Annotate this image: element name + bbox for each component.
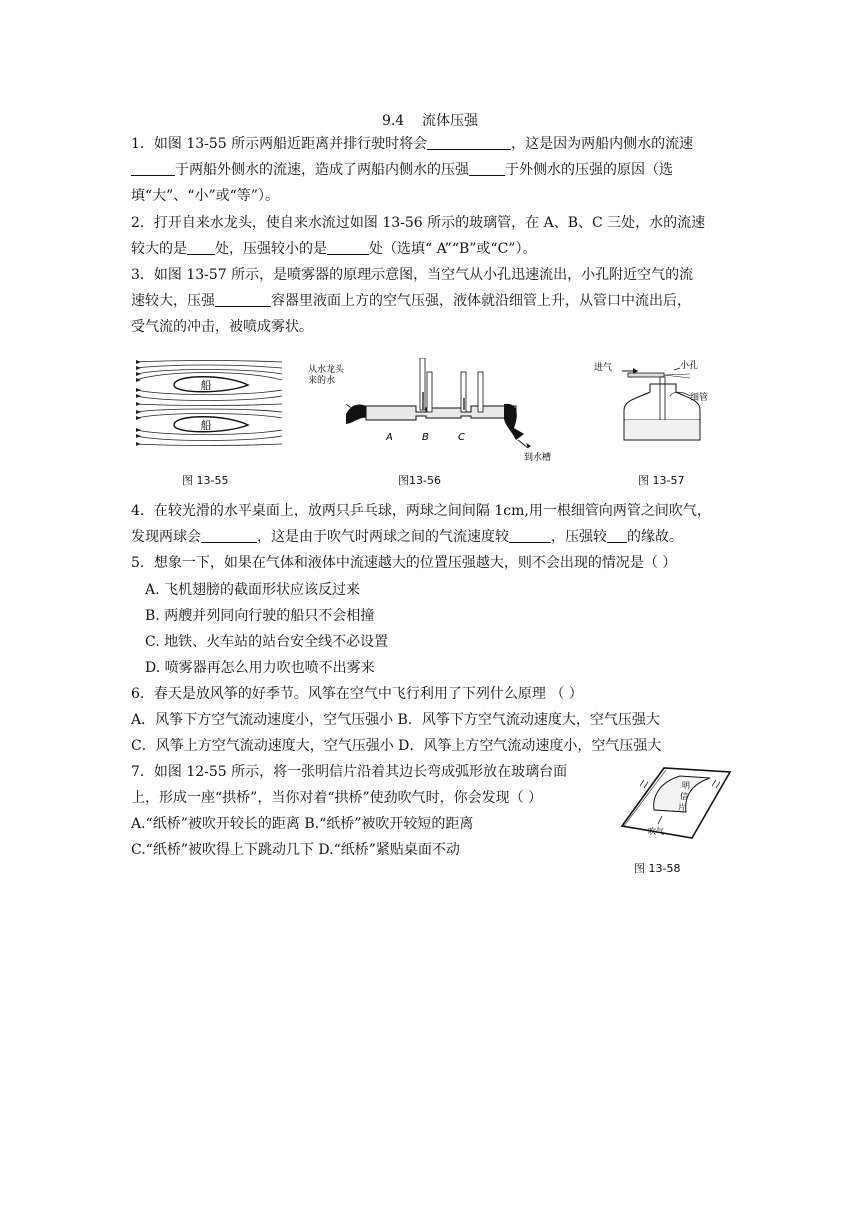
q1-blank-1[interactable] bbox=[427, 135, 511, 150]
q4-blank-3[interactable] bbox=[607, 528, 627, 543]
q2-text-c: 处（选填“ A”“B”或“C”）。 bbox=[369, 241, 537, 257]
figure-13-58-postcard bbox=[618, 766, 736, 852]
q2-blank-1[interactable] bbox=[187, 240, 215, 255]
q4-blank-2[interactable] bbox=[509, 528, 551, 543]
question-6-stem: 6．春天是放风筝的好季节。风筝在空气中飞行利用了下列什么原理 （ ） bbox=[131, 686, 583, 702]
figure-13-58-caption: 图 13-58 bbox=[634, 862, 681, 875]
postcard-text-1: 明 bbox=[682, 781, 690, 790]
question-7-line-1: 7．如图 12-55 所示，将一张明信片沿着其边长弯成弧形放在玻璃台面 bbox=[131, 764, 568, 780]
question-3-line-1: 3．如图 13-57 所示，是喷雾器的原理示意图，当空气从小孔迅速流出，小孔附近空气的流 bbox=[131, 267, 694, 283]
boat-label-upper: 船 bbox=[200, 379, 212, 392]
q2-blank-2[interactable] bbox=[327, 240, 369, 255]
question-5-option-b[interactable]: B. 两艘并列同向行驶的船只不会相撞 bbox=[145, 608, 375, 624]
q4-blank-1[interactable] bbox=[201, 528, 257, 543]
question-6-options-row-1[interactable]: A．风筝下方空气流动速度小，空气压强小 B．风筝下方空气流动速度大，空气压强大 bbox=[131, 712, 660, 728]
question-5-stem: 5．想象一下，如果在气体和液体中流速越大的位置压强越大，则不会出现的情况是（ ） bbox=[131, 555, 677, 571]
question-1-line-1 bbox=[131, 133, 693, 155]
question-4-line-1: 4．在较光滑的水平桌面上，放两只乒乓球，两球之间间隔 1cm,用一根细管向两管之间吹气， bbox=[131, 503, 711, 519]
label-from-tap-1: 从水龙头 bbox=[308, 365, 345, 375]
q1-text-a: 1．如图 13-55 所示两船近距离并排行驶时将会 bbox=[131, 136, 428, 152]
q1-text-b: ，这是因为两船内侧水的流速 bbox=[511, 136, 694, 152]
question-1-line-3: 填“大”、“小”或“等”）。 bbox=[131, 188, 279, 204]
figure-13-57-sprayer bbox=[594, 356, 734, 448]
question-5-option-a[interactable]: A. 飞机翅膀的截面形状应该反过来 bbox=[145, 582, 361, 598]
question-2-line-1: 2．打开自来水龙头，使自来水流过如图 13-56 所示的玻璃管，在 A、B、C 三处，水的流速 bbox=[131, 215, 706, 231]
outlet-hose bbox=[504, 404, 524, 440]
figure-13-56-tube bbox=[306, 358, 566, 466]
label-blow: 吹气 bbox=[648, 827, 664, 836]
q4-text-b: ，这是由于吹气时两球之间的气流速度较 bbox=[257, 529, 509, 545]
figure-13-56-caption: 图13-56 bbox=[398, 474, 441, 487]
question-1-line-2 bbox=[131, 159, 673, 181]
question-2-line-2 bbox=[131, 238, 536, 260]
air-pipe bbox=[628, 373, 664, 377]
q2-text-b: 处，压强较小的是 bbox=[215, 241, 327, 257]
q3-text-b: 容器里液面上方的空气压强，液体就沿细管上升，从管口中流出后， bbox=[271, 293, 691, 309]
q4-text-d: 的缘故。 bbox=[627, 529, 683, 545]
postcard-text-2: 信 bbox=[680, 792, 688, 801]
figure-13-55-boats bbox=[136, 356, 282, 452]
question-7-options-row-2[interactable]: C.“纸桥”被吹得上下跳动几下 D.“纸桥”紧贴桌面不动 bbox=[131, 842, 460, 858]
q3-blank-1[interactable] bbox=[215, 292, 271, 307]
boat-label-lower: 船 bbox=[200, 419, 212, 432]
question-5-option-c[interactable]: C. 地铁、火车站的站台安全线不必设置 bbox=[145, 634, 389, 650]
point-a-label: A bbox=[386, 432, 393, 443]
q2-text-a: 较大的是 bbox=[131, 241, 187, 257]
tap-hose bbox=[346, 404, 368, 424]
q1-text-c: 于两船外侧水的流速，造成了两船内侧水的压强 bbox=[175, 162, 469, 178]
postcard-text-3: 片 bbox=[678, 803, 686, 812]
question-3-line-3: 受气流的冲击，被喷成雾状。 bbox=[131, 319, 313, 335]
question-5-option-d[interactable]: D. 喷雾器再怎么用力吹也喷不出雾来 bbox=[145, 660, 375, 676]
label-to-sink: 到水槽 bbox=[524, 453, 552, 463]
figure-13-57-caption: 图 13-57 bbox=[638, 474, 685, 487]
q1-blank-2[interactable] bbox=[131, 161, 175, 176]
question-3-line-2 bbox=[131, 290, 691, 312]
question-6-options-row-2[interactable]: C．风筝上方空气流动速度大，空气压强小 D．风筝上方空气流动速度小，空气压强大 bbox=[131, 738, 662, 754]
q3-text-a: 速较大，压强 bbox=[131, 293, 215, 309]
question-4-line-2 bbox=[131, 526, 683, 548]
label-thin-tube: 细管 bbox=[690, 393, 709, 403]
label-air-in: 进气 bbox=[594, 363, 613, 373]
q1-blank-3[interactable] bbox=[469, 161, 505, 176]
point-c-label: C bbox=[458, 432, 465, 443]
question-7-options-row-1[interactable]: A.“纸桥”被吹开较长的距离 B.“纸桥”被吹开较短的距离 bbox=[131, 816, 474, 832]
point-b-label: B bbox=[422, 432, 429, 443]
label-small-hole: 小孔 bbox=[680, 361, 699, 371]
q4-text-c: ，压强较 bbox=[551, 529, 607, 545]
question-7-line-2: 上，形成一座“拱桥”，当你对着“拱桥”使劲吹气时，你会发现（ ） bbox=[131, 790, 543, 806]
label-from-tap-2: 来的水 bbox=[308, 376, 336, 386]
q4-text-a: 发现两球会 bbox=[131, 529, 201, 545]
figure-13-55-caption: 图 13-55 bbox=[182, 474, 229, 487]
q1-text-d: 于外侧水的压强的原因（选 bbox=[505, 162, 673, 178]
page-title: 9.4 流体压强 bbox=[381, 113, 479, 129]
